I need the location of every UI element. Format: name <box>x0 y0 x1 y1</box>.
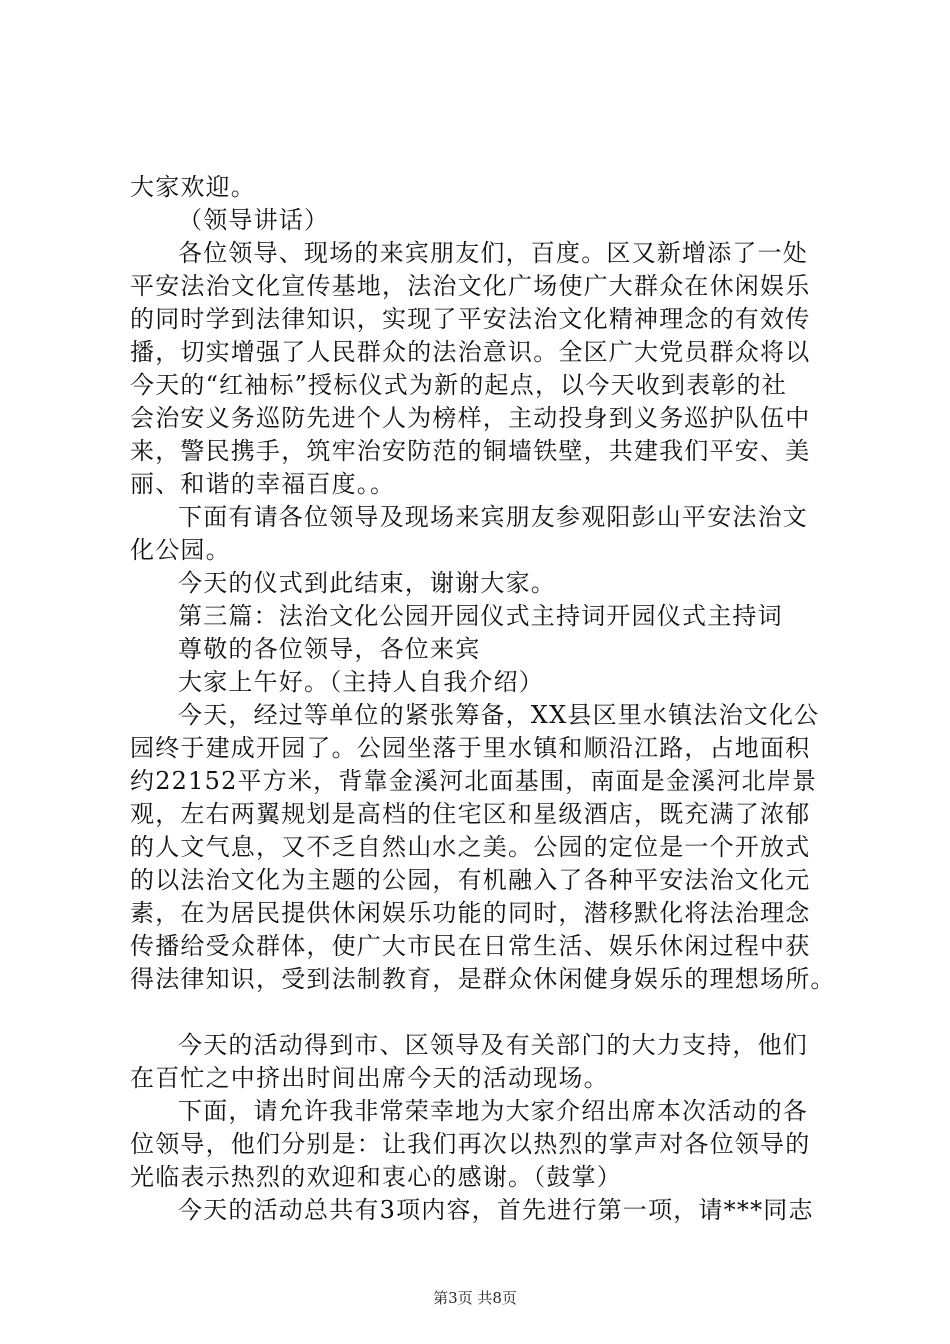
text-line: 平安法治文化宣传基地，法治文化广场使广大群众在休闲娱乐 <box>130 272 811 300</box>
text-line: 的同时学到法律知识，实现了平安法治文化精神理念的有效传 <box>130 305 811 333</box>
text-line: 会治安义务巡防先进个人为榜样，主动投身到义务巡护队伍中 <box>130 404 811 432</box>
text-line: 化公园。 <box>130 536 231 564</box>
section-heading: 第三篇：法治文化公园开园仪式主持词开园仪式主持词 <box>178 602 783 630</box>
text-line: 的以法治文化为主题的公园，有机融入了各种平安法治文化元 <box>130 866 811 894</box>
text-line: 约22152平方米，背靠金溪河北面基围，南面是金溪河北岸景 <box>130 767 818 795</box>
paragraph-start-line: 今天，经过等单位的紧张筹备，XX县区里水镇法治文化公 <box>178 701 820 729</box>
page-footer <box>0 1287 950 1308</box>
text-line: 大家欢迎。 <box>130 173 256 201</box>
page-number: 第3页 共8页 <box>433 1289 517 1307</box>
paragraph-start-line: 大家上午好。（主持人自我介绍） <box>178 668 544 696</box>
text-line: 园终于建成开园了。公园坐落于里水镇和顺沿江路，占地面积 <box>130 734 811 762</box>
text-line: 得法律知识，受到法制教育，是群众休闲健身娱乐的理想场所。 <box>130 965 836 993</box>
paragraph-start-line: 下面，请允许我非常荣幸地为大家介绍出席本次活动的各 <box>178 1097 808 1125</box>
paragraph-start-line: 今天的活动总共有3项内容，首先进行第一项，请***同志 <box>178 1196 814 1224</box>
salutation-line: 尊敬的各位领导，各位来宾 <box>178 635 481 663</box>
text-line: 的人文气息，又不乏自然山水之美。公园的定位是一个开放式 <box>130 833 811 861</box>
document-body <box>130 171 835 1227</box>
text-line: 今天的“红袖标”授标仪式为新的起点，以今天收到表彰的社 <box>130 371 787 399</box>
paragraph-start-line: 今天的活动得到市、区领导及有关部门的大力支持，他们 <box>178 1031 808 1059</box>
blank-line <box>130 996 835 1029</box>
paragraph-start-line: 各位领导、现场的来宾朋友们，百度。区又新增添了一处 <box>178 239 808 267</box>
text-line: 位领导，他们分别是：让我们再次以热烈的掌声对各位领导的 <box>130 1130 811 1158</box>
text-line: 来，警民携手，筑牢治安防范的铜墙铁壁，共建我们平安、美 <box>130 437 811 465</box>
text-line: 传播给受众群体，使广大市民在日常生活、娱乐休闲过程中获 <box>130 932 811 960</box>
text-line: 丽、和谐的幸福百度。。 <box>130 470 396 498</box>
text-line: 在百忙之中挤出时间出席今天的活动现场。 <box>130 1064 609 1092</box>
text-line: 素，在为居民提供休闲娱乐功能的同时，潜移默化将法治理念 <box>130 899 811 927</box>
text-line: （领导讲话） <box>178 206 330 234</box>
text-line: 观，左右两翼规划是高档的住宅区和星级酒店，既充满了浓郁 <box>130 800 811 828</box>
paragraph-start-line: 今天的仪式到此结束，谢谢大家。 <box>178 569 556 597</box>
text-line: 光临表示热烈的欢迎和衷心的感谢。（鼓掌） <box>130 1163 622 1191</box>
paragraph-start-line: 下面有请各位领导及现场来宾朋友参观阳彭山平安法治文 <box>178 503 808 531</box>
text-line: 播，切实增强了人民群众的法治意识。全区广大党员群众将以 <box>130 338 811 366</box>
